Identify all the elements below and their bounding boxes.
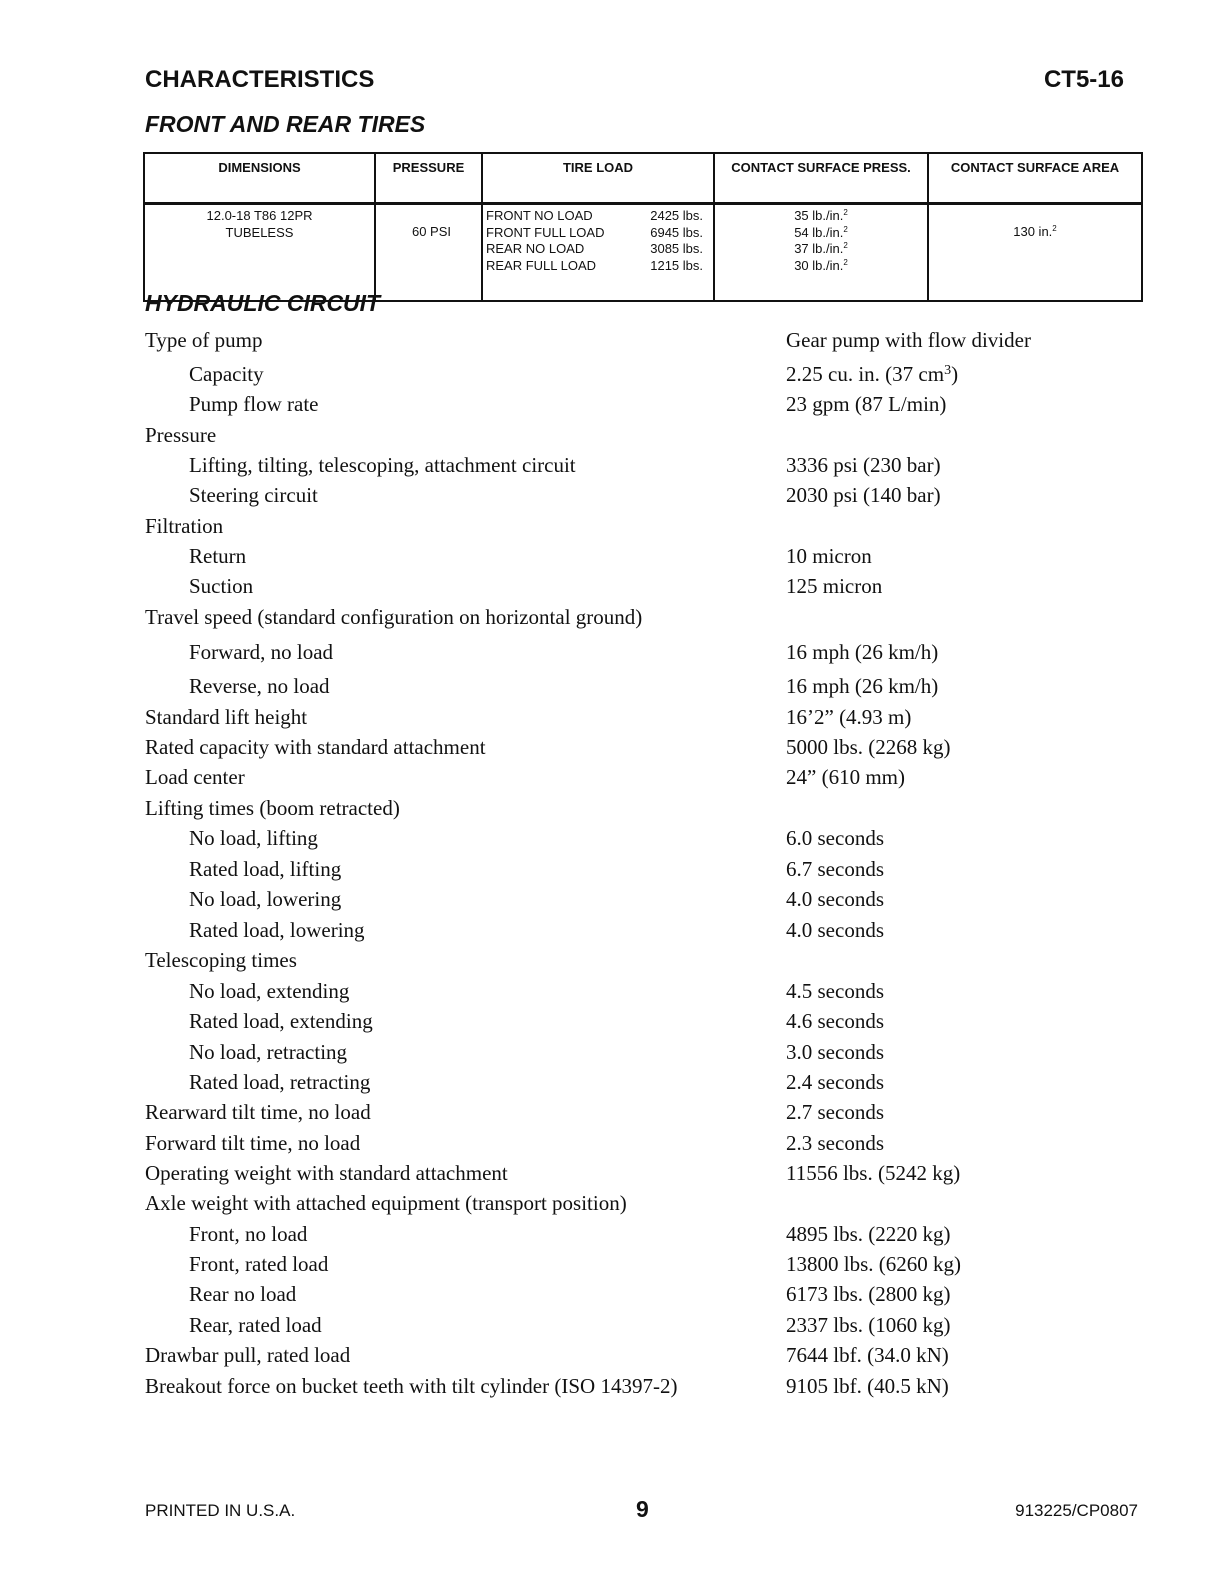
page-title: CHARACTERISTICS (145, 66, 375, 93)
spec-row (0, 1373, 1224, 1399)
spec-label: No load, extending (189, 979, 350, 1003)
spec-label: Lifting, tilting, telescoping, attachment circuit (189, 453, 576, 477)
spec-row (0, 917, 1224, 943)
contact-press-value: 54 lb./in.$^2$ (794, 224, 848, 240)
spec-row (0, 1342, 1224, 1368)
spec-value: 125 micron (786, 574, 883, 598)
spec-label: Steering circuit (189, 483, 318, 507)
spec-label: No load, lowering (189, 887, 342, 911)
spec-value: 13800 lbs. (6260 kg) (786, 1252, 961, 1276)
spec-value: 16’2” (4.93 m) (786, 705, 912, 729)
spec-label: Pump flow rate (189, 392, 319, 416)
spec-row (0, 391, 1224, 417)
spec-value: 4.0 seconds (786, 918, 884, 942)
spec-label: Front, no load (189, 1222, 308, 1246)
cell-tire-load (482, 204, 714, 302)
spec-value: 2.7 seconds (786, 1100, 884, 1124)
hydraulic-heading: HYDRAULIC CIRCUIT (145, 290, 381, 316)
spec-label: Rearward tilt time, no load (145, 1100, 371, 1124)
spec-label: Return (189, 544, 247, 568)
col-dimensions: DIMENSIONS (144, 153, 375, 204)
spec-row (0, 361, 1224, 387)
spec-label: Telescoping times (145, 948, 297, 972)
spec-label: Forward tilt time, no load (145, 1131, 361, 1155)
spec-row (0, 1221, 1224, 1247)
spec-label: Forward, no load (189, 640, 334, 664)
spec-value: 2.3 seconds (786, 1131, 884, 1155)
spec-value: 4895 lbs. (2220 kg) (786, 1222, 951, 1246)
spec-row (0, 1130, 1224, 1156)
spec-row (0, 856, 1224, 882)
spec-value: 4.0 seconds (786, 887, 884, 911)
section-code: CT5-16 (1043, 66, 1124, 93)
spec-value: 6.0 seconds (786, 826, 884, 850)
spec-value: 3.0 seconds (786, 1040, 884, 1064)
spec-label: Filtration (145, 514, 224, 538)
spec-value: 2.25 cu. in. (37 $cm^3$) (786, 362, 959, 386)
spec-label: Operating weight with standard attachment (145, 1161, 508, 1185)
spec-label: Rated load, extending (189, 1009, 373, 1033)
cell-contact-area: 130 in.$^2$ (928, 204, 1142, 302)
spec-label: Capacity (189, 362, 264, 386)
spec-value: 7644 lbf. (34.0 kN) (786, 1343, 949, 1367)
spec-value: 5000 lbs. (2268 kg) (786, 735, 951, 759)
spec-row (0, 886, 1224, 912)
load-label: REAR FULL LOAD (486, 257, 597, 273)
spec-label: Load center (145, 765, 245, 789)
load-value: 3085 lbs. (650, 241, 703, 256)
spec-value: 6.7 seconds (786, 857, 884, 881)
spec-label: Rated capacity with standard attachment (145, 735, 486, 759)
spec-row (0, 1160, 1224, 1186)
spec-value: 9105 lbf. (40.5 kN) (786, 1374, 949, 1398)
spec-row (0, 543, 1224, 569)
spec-row (0, 327, 1224, 353)
footer-print-note: PRINTED IN U.S.A. (145, 1501, 296, 1520)
spec-label: Rated load, lifting (189, 857, 342, 881)
spec-label: Front, rated load (189, 1252, 329, 1276)
spec-row (0, 639, 1224, 665)
spec-label: Drawbar pull, rated load (145, 1343, 351, 1367)
spec-label: Suction (189, 574, 254, 598)
tire-table-row (144, 204, 1142, 302)
spec-label: Axle weight with attached equipment (transport position) (145, 1191, 627, 1215)
spec-label: No load, lifting (189, 826, 318, 850)
spec-value: 6173 lbs. (2800 kg) (786, 1282, 951, 1306)
load-label: REAR NO LOAD (486, 241, 585, 256)
spec-label: Pressure (145, 423, 217, 447)
spec-label: Rear no load (189, 1282, 297, 1306)
spec-row (0, 825, 1224, 851)
contact-press-value: 37 lb./in.$^2$ (794, 241, 848, 256)
spec-row (0, 513, 1224, 539)
spec-row (0, 1281, 1224, 1307)
spec-row (0, 482, 1224, 508)
spec-label: Rated load, lowering (189, 918, 365, 942)
spec-label: Type of pump (145, 328, 263, 352)
contact-press-value: 35 lb./in.$^2$ (794, 208, 848, 223)
tires-heading: FRONT AND REAR TIRES (145, 111, 426, 137)
spec-row (0, 978, 1224, 1004)
spec-label: Rated load, retracting (189, 1070, 371, 1094)
col-tire-load: TIRE LOAD (482, 153, 714, 204)
load-line (483, 258, 713, 275)
col-pressure: PRESSURE (375, 153, 482, 204)
load-line (483, 241, 713, 258)
col-contact-press: CONTACT SURFACE PRESS. (714, 153, 928, 204)
spec-row (0, 573, 1224, 599)
load-label: FRONT NO LOAD (486, 208, 593, 223)
spec-label: Lifting times (boom retracted) (145, 796, 400, 820)
page-number: 9 (636, 1496, 649, 1522)
spec-label: Breakout force on bucket teeth with tilt cylinder (ISO 14397-2) (145, 1374, 678, 1398)
spec-value: 3336 psi (230 bar) (786, 453, 941, 477)
spec-row (0, 604, 1224, 630)
spec-row (0, 452, 1224, 478)
cell-dimensions (144, 204, 375, 302)
spec-row (0, 764, 1224, 790)
load-value: 6945 lbs. (650, 224, 703, 240)
dimensions-line: 12.0-18 T86 12PR (206, 208, 313, 223)
spec-value: Gear pump with flow divider (786, 328, 1031, 352)
spec-row (0, 795, 1224, 821)
tire-table-header-row (144, 153, 1142, 204)
spec-value: 16 mph (26 km/h) (786, 640, 939, 664)
spec-value: 11556 lbs. (5242 kg) (786, 1161, 961, 1185)
spec-label: Standard lift height (145, 705, 308, 729)
spec-label: Travel speed (standard configuration on horizontal ground) (145, 605, 643, 629)
spec-row (0, 673, 1224, 699)
spec-row (0, 1069, 1224, 1095)
contact-press-value: 30 lb./in.$^2$ (794, 257, 848, 273)
tire-table (143, 152, 1143, 302)
cell-contact-press (714, 204, 928, 302)
spec-value: 4.5 seconds (786, 979, 884, 1003)
spec-row (0, 947, 1224, 973)
spec-label: No load, retracting (189, 1040, 348, 1064)
spec-label: Rear, rated load (189, 1313, 322, 1337)
contact-area-value: 130 in. (1013, 224, 1053, 239)
load-value: 1215 lbs. (650, 257, 703, 273)
load-value: 2425 lbs. (650, 208, 703, 223)
spec-value: 2030 psi (140 bar) (786, 483, 941, 507)
load-line (483, 225, 713, 242)
spec-value: 16 mph (26 km/h) (786, 674, 939, 698)
col-contact-area: CONTACT SURFACE AREA (928, 153, 1142, 204)
spec-value: 4.6 seconds (786, 1009, 884, 1033)
spec-row (0, 1312, 1224, 1338)
load-line (483, 208, 713, 225)
spec-row (0, 734, 1224, 760)
spec-row (0, 422, 1224, 448)
spec-row (0, 1008, 1224, 1034)
spec-row (0, 1251, 1224, 1277)
spec-row (0, 704, 1224, 730)
document-number: 913225/CP0807 (1015, 1501, 1138, 1520)
spec-value: 23 gpm (87 L/min) (786, 392, 947, 416)
load-label: FRONT FULL LOAD (486, 224, 605, 240)
spec-value: 24” (610 mm) (786, 765, 905, 789)
spec-label: Reverse, no load (189, 674, 330, 698)
spec-row (0, 1039, 1224, 1065)
spec-row (0, 1190, 1224, 1216)
pressure-value: 60 PSI (411, 224, 451, 239)
spec-row (0, 1099, 1224, 1125)
spec-value: 2.4 seconds (786, 1070, 884, 1094)
cell-pressure (375, 204, 482, 302)
spec-value: 2337 lbs. (1060 kg) (786, 1313, 951, 1337)
dimensions-line: TUBELESS (225, 224, 294, 240)
spec-value: 10 micron (786, 544, 872, 568)
